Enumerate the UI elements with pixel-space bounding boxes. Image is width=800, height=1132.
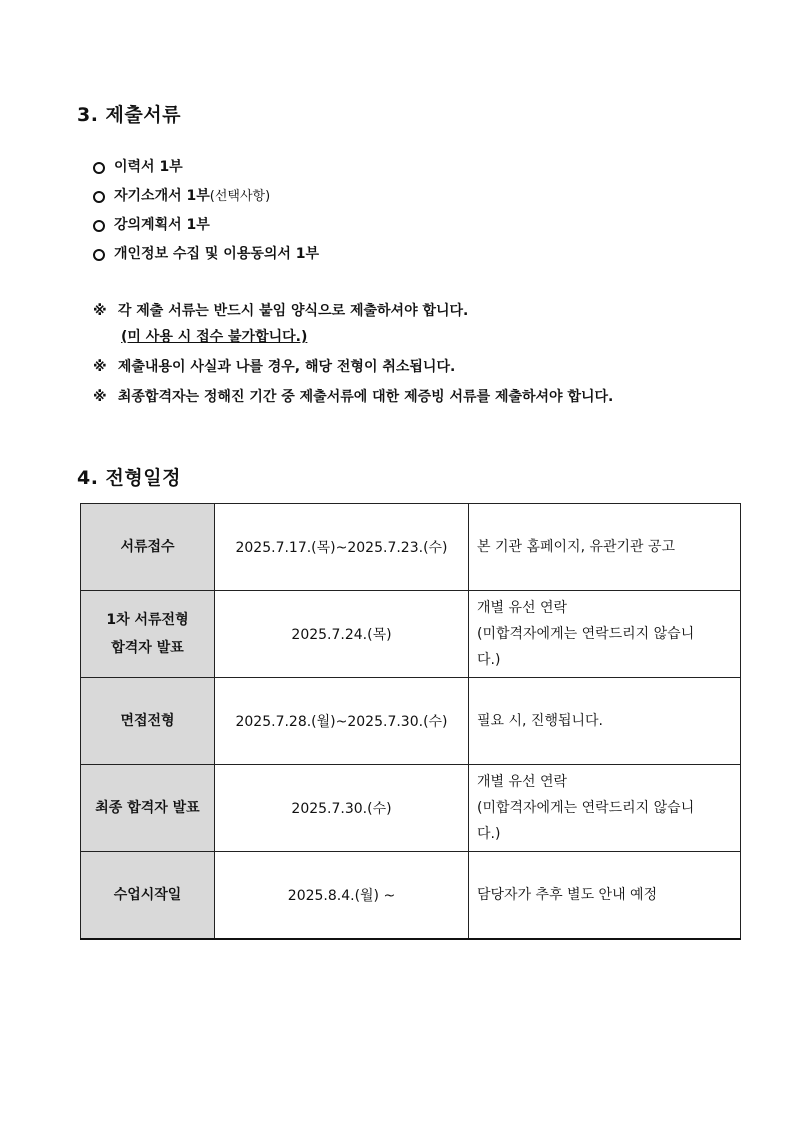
remark-line: 개별 유선 연락 bbox=[477, 774, 568, 790]
remark-cell bbox=[469, 852, 741, 940]
list-item bbox=[93, 211, 319, 240]
remark-line: 개별 유선 연락 bbox=[477, 600, 568, 616]
document-label: 이력서 1부 bbox=[114, 159, 183, 175]
date-cell: 2025.7.17.(목)~2025.7.23.(수) bbox=[215, 504, 469, 591]
stage-cell bbox=[81, 504, 215, 591]
table-row bbox=[81, 504, 741, 591]
stage-label: 최종 합격자 발표 bbox=[95, 800, 200, 816]
remark-cell bbox=[469, 678, 741, 765]
date-cell: 2025.7.28.(월)~2025.7.30.(수) bbox=[215, 678, 469, 765]
stage-cell bbox=[81, 852, 215, 940]
table-row bbox=[81, 678, 741, 765]
list-item bbox=[93, 153, 319, 182]
remark-line: (미합격자에게는 연락드리지 않습니 bbox=[477, 800, 695, 816]
circle-bullet-icon bbox=[93, 191, 105, 203]
stage-cell bbox=[81, 591, 215, 678]
document-label: 자기소개서 1부 bbox=[114, 188, 210, 204]
remark-line: 담당자가 추후 별도 안내 예정 bbox=[477, 887, 658, 903]
note-3-text: 최종합격자는 정해진 기간 중 제출서류에 대한 제증빙 서류를 제출하셔야 합니다. bbox=[117, 389, 614, 405]
table-row bbox=[81, 591, 741, 678]
remark-line: 필요 시, 진행됩니다. bbox=[477, 713, 603, 729]
date-cell: 2025.7.30.(수) bbox=[215, 765, 469, 852]
note-2-text: 제출내용이 사실과 나를 경우, 해당 전형이 취소됩니다. bbox=[117, 359, 456, 375]
list-item bbox=[93, 182, 319, 211]
reference-mark-icon: ※ bbox=[93, 359, 107, 375]
section-4-title: 4. 전형일정 bbox=[77, 467, 181, 489]
schedule-table bbox=[80, 503, 741, 940]
remark-cell bbox=[469, 591, 741, 678]
document-label: 개인정보 수집 및 이용동의서 1부 bbox=[114, 246, 320, 262]
circle-bullet-icon bbox=[93, 162, 105, 174]
section-3-title: 3. 제출서류 bbox=[77, 104, 181, 126]
table-row bbox=[81, 852, 741, 940]
note-2 bbox=[93, 354, 733, 380]
stage-label: 수업시작일 bbox=[113, 887, 182, 903]
document-optional-note: (선택사항) bbox=[209, 189, 271, 204]
remark-cell bbox=[469, 504, 741, 591]
list-item bbox=[93, 240, 319, 269]
table-row bbox=[81, 765, 741, 852]
stage-cell bbox=[81, 765, 215, 852]
remark-line: 본 기관 홈페이지, 유관기관 공고 bbox=[477, 539, 676, 555]
date-cell: 2025.7.24.(목) bbox=[215, 591, 469, 678]
required-documents-list bbox=[93, 153, 319, 269]
note-3 bbox=[93, 384, 733, 410]
submission-notes bbox=[93, 298, 733, 410]
circle-bullet-icon bbox=[93, 220, 105, 232]
document-label: 강의계획서 1부 bbox=[114, 217, 210, 233]
stage-label-line-2: 합격자 발표 bbox=[111, 640, 184, 656]
note-1 bbox=[93, 298, 733, 324]
stage-cell bbox=[81, 678, 215, 765]
date-cell: 2025.8.4.(월) ~ bbox=[215, 852, 469, 940]
note-1-text: 각 제출 서류는 반드시 붙임 양식으로 제출하셔야 합니다. bbox=[117, 303, 469, 319]
reference-mark-icon: ※ bbox=[93, 303, 107, 319]
remark-line: (미합격자에게는 연락드리지 않습니 bbox=[477, 626, 695, 642]
stage-label: 1차 서류전형 bbox=[106, 612, 189, 628]
reference-mark-icon: ※ bbox=[93, 389, 107, 405]
note-1-continuation-text: (미 사용 시 접수 불가합니다.) bbox=[121, 329, 308, 345]
remark-line: 다.) bbox=[477, 652, 501, 668]
circle-bullet-icon bbox=[93, 249, 105, 261]
note-1-continuation bbox=[93, 324, 733, 354]
stage-label: 서류접수 bbox=[120, 539, 175, 555]
remark-line: 다.) bbox=[477, 826, 501, 842]
remark-cell bbox=[469, 765, 741, 852]
stage-label: 면접전형 bbox=[120, 713, 175, 729]
